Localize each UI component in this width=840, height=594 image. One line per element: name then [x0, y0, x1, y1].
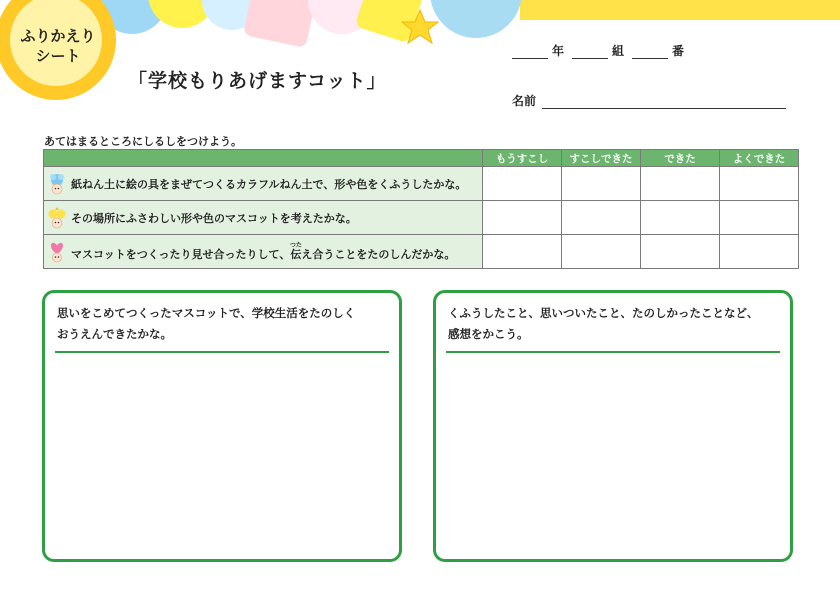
year-label: 年 [552, 44, 565, 58]
check-cell[interactable] [720, 167, 799, 201]
prompt-line: おうえんできたかな。 [57, 327, 172, 341]
header-decoration [0, 0, 840, 70]
group-label: 組 [612, 44, 625, 58]
reflection-box-right[interactable] [433, 290, 793, 562]
class-info [512, 42, 684, 59]
row-text: その場所にふさわしい形や色のマスコットを考えたかな。 [71, 211, 357, 225]
divider [55, 351, 389, 353]
review-sheet-badge [6, 4, 110, 88]
yellow-band [520, 0, 840, 20]
yellow-mascot-icon [48, 207, 66, 229]
table-row [44, 235, 799, 269]
blue-mascot-icon [48, 173, 66, 195]
furigana: 伝つた [289, 241, 302, 261]
check-cell[interactable] [641, 167, 720, 201]
badge-line2: シート [35, 47, 81, 65]
pink-square-shape [243, 0, 317, 48]
number-label: 番 [672, 44, 685, 58]
prompt-line: 感想をかこう。 [448, 327, 529, 341]
name-label: 名前 [512, 94, 537, 108]
header-blank-cell [44, 150, 483, 167]
name-field[interactable] [542, 96, 786, 109]
number-field[interactable] [632, 46, 668, 59]
row-item [44, 235, 483, 269]
prompt-line: 思いをこめてつくったマスコットで、学校生活をたのしく [57, 306, 356, 320]
check-cell[interactable] [562, 167, 641, 201]
check-cell[interactable] [562, 235, 641, 269]
row-text: マスコットをつくったり見せ合ったりして、伝つたえ合うことをたのしんだかな。 [71, 241, 456, 261]
reflection-box-left[interactable] [42, 290, 402, 562]
check-cell[interactable] [641, 201, 720, 235]
check-cell[interactable] [483, 235, 562, 269]
year-field[interactable] [512, 46, 548, 59]
table-row [44, 201, 799, 235]
column-header-2: すこしできた [562, 150, 641, 167]
instruction-text: あてはまるところにしるしをつけよう。 [44, 135, 242, 148]
reflection-prompt-left [57, 303, 387, 345]
table-row [44, 167, 799, 201]
check-cell[interactable] [720, 201, 799, 235]
check-cell[interactable] [483, 167, 562, 201]
column-header-3: できた [641, 150, 720, 167]
reflection-prompt-right [448, 303, 778, 345]
check-cell[interactable] [641, 235, 720, 269]
row-text: 紙ねん土に絵の具をまぜてつくるカラフルねん土で、形や色をくふうしたかな。 [71, 177, 467, 191]
self-evaluation-table [43, 149, 799, 269]
badge-line1: ふりかえり [20, 27, 96, 45]
divider [446, 351, 780, 353]
check-cell[interactable] [562, 201, 641, 235]
table-header-row [44, 150, 799, 167]
prompt-line: くふうしたこと、思いついたこと、たのしかったことなど、 [448, 306, 759, 320]
row-item [44, 167, 483, 201]
large-blue-balloon-shape [430, 0, 522, 38]
name-row [512, 92, 786, 109]
pink-heart-mascot-icon [48, 241, 66, 263]
check-cell[interactable] [483, 201, 562, 235]
column-header-1: もうすこし [483, 150, 562, 167]
check-cell[interactable] [720, 235, 799, 269]
group-field[interactable] [572, 46, 608, 59]
page-title: 「学校もりあげますコット」 [128, 70, 387, 92]
row-item [44, 201, 483, 235]
column-header-4: よくできた [720, 150, 799, 167]
